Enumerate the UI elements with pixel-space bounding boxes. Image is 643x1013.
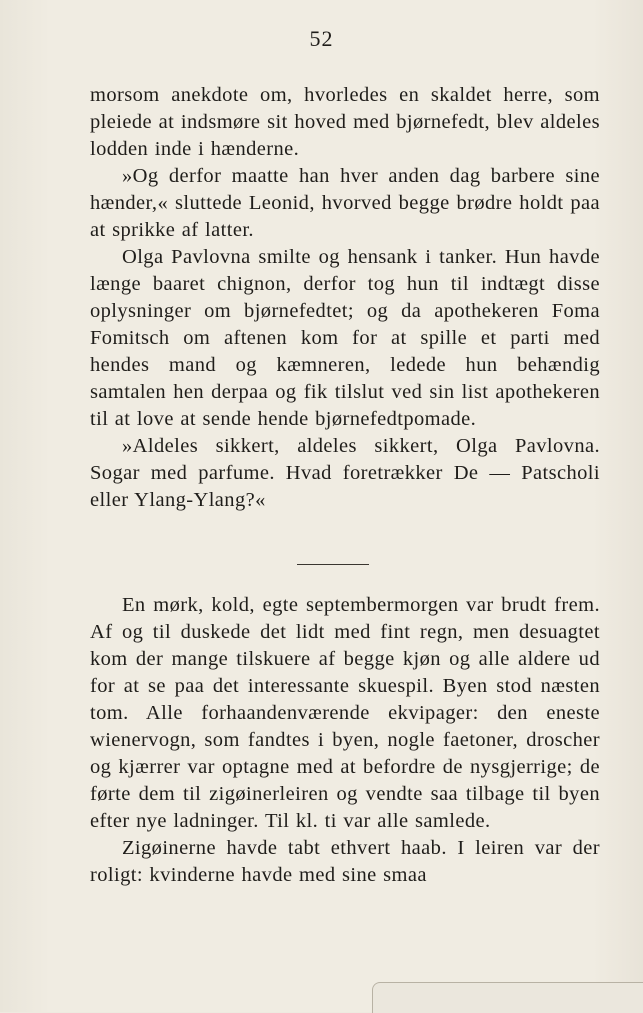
section-divider xyxy=(297,564,369,565)
paragraph-september-morning: En mørk, kold, egte septembermorgen var brudt frem. Af og til duskede det lidt med fint regn, men desuagtet kom der mange tilskuere af begge kjøn og alle aldere ud for at se paa det interessante skuespil. Byen stod næsten tom. Alle forhaandenværende ekvipager: den eneste wienervogn, som fandtes i byen, nogle faetoner, droscher og kjærrer var optagne med at befordre de nysgjerrige; de førte dem til zigøinerleiren og vendte saa tilbage til byen efter nye ladninger. Til kl. ti var alle samlede. xyxy=(90,594,600,832)
page-edge-mark xyxy=(372,982,643,1013)
paragraph-dialogue-leonid: »Og derfor maatte han hver anden dag barbere sine hænder,« sluttede Leonid, hvorved begge brødre holdt paa at sprikke af latter. xyxy=(90,165,600,241)
paragraph-dialogue-apothecary: »Aldeles sikkert, aldeles sikkert, Olga Pavlovna. Sogar med parfume. Hvad foretrækker De — Patscholi eller Ylang-Ylang?« xyxy=(90,435,600,511)
paragraph-olga-pavlovna: Olga Pavlovna smilte og hensank i tanker. Hun havde længe baaret chignon, derfor tog hun til indtægt disse oplysninger om bjørnefedtet; og da apothekeren Foma Fomitsch om aftenen kom for at spille et parti med hendes mand og kæmneren, ledede hun behændig samtalen hen derpaa og fik tilslut ved sin list apothekeren til at love at sende hende bjørnefedtpomade. xyxy=(90,246,600,430)
page-number: 52 xyxy=(309,26,334,51)
text-section-one xyxy=(90,82,600,514)
paragraph-gypsies: Zigøinerne havde tabt ethvert haab. I leiren var der roligt: kvinderne havde med sine smaa xyxy=(90,837,600,886)
paragraph-continued: morsom anekdote om, hvorledes en skaldet herre, som pleiede at indsmøre sit hoved med bjørnefedt, blev aldeles lodden inde i hænderne. xyxy=(90,84,600,160)
text-section-two xyxy=(90,592,600,889)
